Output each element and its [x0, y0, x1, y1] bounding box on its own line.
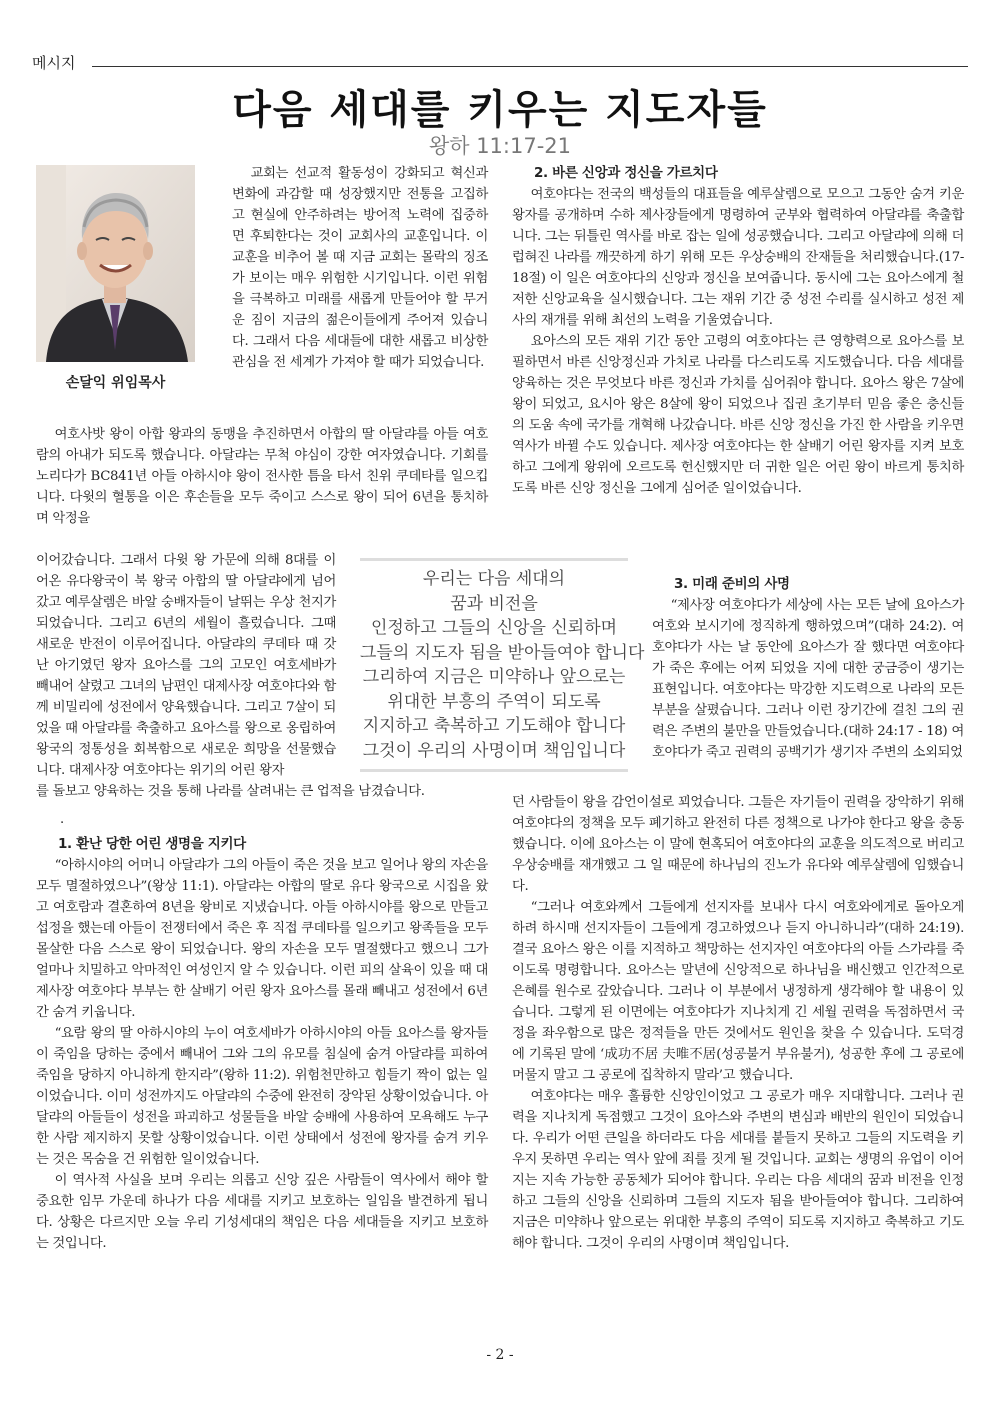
body-paragraph-cont: 던 사람들이 왕을 감언이설로 꾀었습니다. 그들은 자기들이 권력을 장악하기 위해 여호야다의 정책을 모두 폐기하고 완전히 다른 정책으로 나가야 한다고 왕을 충동했습니다. 이에 요아스는 이 말에 현혹되어 여호야다의 교훈을 의도적으로 버리고 우상숭배를 재개했고 그 일 때문에 하나님의 진노가 유다와 예루살렘에 임했습니다.	[512, 795, 964, 894]
page-title: 다음 세대를 키우는 지도자들	[232, 87, 768, 133]
section-3	[652, 574, 964, 763]
intro-paragraph: 여호사밧 왕이 아합 왕과의 동맹을 추진하면서 아합의 딸 아달랴를 아들 여호람의 아내가 되도록 했습니다. 아달랴는 무척 야심이 강한 여자였습니다. 기회를 노리다가 BC841년 아들 아하시야 왕이 전사한 틈을 타서 친위 쿠데타를 일으킵니다. 다윗의 혈통을 이은 후손들을 모두 죽이고 스스로 왕이 되어 6년을 통치하며 악정을	[36, 427, 488, 526]
intro-paragraph-cont: 이어갔습니다. 그래서 다윗 왕 가문에 의해 8대를 이어온 유다왕국이 북 왕국 아합의 딸 아달랴에게 넘어갔고 예루살렘은 바알 숭배자들이 날뛰는 우상 천지가 되었습니다. 그리고 6년의 세월이 흘렀습니다. 그때 새로운 반전이 이루어집니다. 아달랴의 쿠데타 때 갓난 아기였던 왕자 요아스를 그의 고모인 여호세바가 빼내어 살렸고 그녀의 남편인 대제사장 여호야다와 함께 비밀리에 성전에서 양육했습니다. 그리고 7살이 되었을 때 아달랴를 축출하고 요아스를 왕으로 옹립하여 왕국의 정통성을 회복함으로 새로운 희망을 선물했습니다. 대제사장 여호야다는 위기의 어린 왕자	[36, 553, 336, 778]
intro-block-2	[36, 424, 488, 529]
intro-block-3	[36, 550, 336, 781]
section-heading: 2. 바른 신앙과 정신을 가르치다	[534, 165, 718, 181]
body-paragraph: 요아스의 모든 재위 기간 동안 고령의 여호야다는 큰 영향력으로 요아스를 보필하면서 바른 신앙정신과 가치로 나라를 다스리도록 지도했습니다. 다음 세대를 양육하는 것은 무엇보다 바른 정신과 가치를 심어줘야 합니다. 요아스 왕은 7살에 왕이 되었고, 요시아 왕은 8살에 왕이 되었으나 집권 초기부터 믿음 좋은 충신들의 도움 속에 국가를 개혁해 나갔습니다. 바른 신앙 정신을 가진 한 사람을 키우면 역사가 바뀔 수도 있습니다. 제사장 여호야다는 한 살배기 어린 왕자를 지켜 보호하고 그에게 왕위에 오르도록 헌신했지만 더 귀한 일은 어린 왕이 바르게 통치하도록 바른 신앙 정신을 그에게 심어준 일이었습니다.	[512, 334, 964, 496]
scripture-reference: 왕하 11:17-21	[428, 134, 572, 158]
section-label: 메시지	[32, 54, 76, 72]
section-1	[36, 834, 488, 1254]
pull-quote-line: 꿈과 비전을	[450, 593, 538, 614]
pull-quote-line: 우리는 다음 세대의	[422, 569, 566, 589]
author-caption: 손달익 위임목사	[65, 375, 166, 391]
author-photo	[36, 165, 195, 362]
intro-block-4	[36, 781, 488, 802]
pull-quote-line: 그리하여 지금은 미약하나 앞으로는	[362, 667, 626, 687]
intro-paragraph: 교회는 선교적 활동성이 강화되고 혁신과 변화에 과감할 때 성장했지만 전통을 고집하고 현실에 안주하려는 방어적 노력에 집중하면 후퇴한다는 것이 교회사의 교훈입니다. 이 교훈을 비추어 볼 때 지금 교회는 몰락의 징조가 보이는 매우 위험한 시기입니다. 이런 위험을 극복하고 미래를 새롭게 만들어야 할 무거운 짐이 지금의 젊은이들에게 주어져 있습니다. 그래서 다음 세대들에 대한 새롭고 비상한 관심을 전 세계가 가져야 할 때가 되었습니다.	[232, 166, 488, 370]
section-2	[512, 163, 964, 499]
pull-quote-line: 위대한 부흥의 주역이 되도록	[387, 691, 601, 712]
body-paragraph: 이 역사적 사실을 보며 우리는 의롭고 신앙 깊은 사람들이 역사에서 해야 할 중요한 임무 가운데 하나가 다음 세대를 지키고 보호하는 일임을 발견하게 됩니다. 상황은 다르지만 오늘 우리 기성세대의 책임은 다음 세대들을 지키고 보호하는 것입니다.	[36, 1173, 488, 1251]
body-paragraph: “그러나 여호와께서 그들에게 선지자를 보내사 다시 여호와에게로 돌아오게 하려 하시매 선지자들이 그들에게 경고하였으나 듣지 아니하니라”(대하 24:19). 결국 요아스 왕은 이를 지적하고 책망하는 선지자인 여호야다의 아들 스가랴를 죽이도록 명령합니다. 요아스는 말년에 신앙적으로 하나님을 배신했고 인간적으로 은혜를 원수로 갚았습니다. 그러나 이 부분에서 냉정하게 생각해야 할 내용이 있습니다. 그렇게 된 이면에는 여호야다가 지나치게 긴 세월 권력을 독점하면서 국정을 좌우함으로 많은 정적들을 만든 것에서도 원인을 찾을 수 있습니다. 도덕경에 기록된 말에 ‘成功不居 夫唯不居(성공불거 부유불거), 성공한 후에 그 공로에 머물지 말고 그 공로에 집착하지 말라’고 했습니다.	[512, 900, 964, 1083]
body-paragraph: “아하시야의 어머니 아달랴가 그의 아들이 죽은 것을 보고 일어나 왕의 자손을 모두 멸절하였으나”(왕상 11:1). 아달랴는 아합의 딸로 유다 왕국으로 시집을 왔고 여호람과 결혼하여 8년을 왕비로 지냈습니다. 아들 아하시야를 왕으로 만들고 섭정을 했는데 아들이 전쟁터에서 죽은 후 직접 쿠데타를 일으키고 왕족들을 모두 몰살한 다음 스스로 왕이 되었습니다. 왕의 자손을 모두 멸절했다고 했으니 그가 얼마나 치밀하고 악마적인 여성인지 알 수 있습니다. 이런 피의 살육이 있을 때 대제사장 여호야다 부부는 한 살배기 어린 왕자 요아스를 몰래 빼내고 성전에서 6년간 숨겨 키웁니다.	[36, 858, 488, 1020]
pull-quote-line: 지지하고 축복하고 기도해야 합니다	[362, 716, 626, 736]
pull-quote-line: 인정하고 그들의 신앙을 신뢰하며	[370, 618, 618, 638]
body-paragraph: 여호야다는 매우 훌륭한 신앙인이었고 그 공로가 매우 지대합니다. 그러나 권력을 지나치게 독점했고 그것이 요아스와 주변의 변심과 배반의 원인이 되었습니다. 우리가 어떤 큰일을 하더라도 다음 세대를 붙들지 못하고 그들의 지도력을 키우지 못하면 우리는 역사 앞에 죄를 짓게 될 것입니다. 교회는 생명의 유업이 이어지는 지속 가능한 공동체가 되어야 합니다. 우리는 다음 세대의 꿈과 비전을 인정하고 그들의 신앙을 신뢰하며 그들의 지도자 됨을 받아들여야 합니다. 그리하여 지금은 미약하나 앞으로는 위대한 부흥의 주역이 되도록 지지하고 축복하고 기도해야 합니다. 그것이 우리의 사명이며 책임입니다.	[512, 1089, 964, 1251]
body-paragraph: “제사장 여호야다가 세상에 사는 모든 날에 요아스가 여호와 보시기에 정직하게 행하였으며”(대하 24:2). 여호야다가 사는 날 동안에 요아스가 잘 했다면 여호야다가 죽은 후에는 어찌 되었을 지에 대한 궁금증이 생기는 표현입니다. 여호야다는 막강한 지도력으로 나라의 모든 부분을 살폈습니다. 그러나 이런 장기간에 걸친 그의 권력은 주변의 불만을 만들었습니다.(대하 24:17 - 18) 여호야다가 죽고 권력의 공백기가 생기자 주변의 소외되었	[652, 598, 964, 760]
page-number: - 2 -	[486, 1347, 514, 1363]
pull-quote	[360, 558, 645, 772]
separator-dot: .	[60, 812, 65, 827]
header-rule	[92, 66, 968, 67]
intro-paragraph-cont: 를 돌보고 양육하는 것을 통해 나라를 살려내는 큰 업적을 남겼습니다.	[36, 784, 425, 799]
body-paragraph: 여호야다는 전국의 백성들의 대표들을 예루살렘으로 모으고 그동안 숨겨 키운 왕자를 공개하며 수하 제사장들에게 명령하여 군부와 협력하여 아달랴를 축출합니다. 그는 뒤틀린 역사를 바로 잡는 일에 성공했습니다. 그리고 아달랴에 의해 더럽혀진 나라를 깨끗하게 하기 위해 모든 우상숭배의 잔재들을 처리했습니다.(17-18절) 이 일은 여호야다의 신앙과 정신을 보여줍니다. 동시에 그는 요아스에게 철저한 신앙교육을 실시했습니다. 그는 재위 기간 중 성전 수리를 실시하고 성전 제사의 재개를 위해 최선의 노력을 기울였습니다.	[512, 187, 964, 328]
section-3-cont	[512, 792, 964, 1254]
intro-block	[232, 163, 488, 373]
pull-quote-line: 그것이 우리의 사명이며 책임입니다	[362, 740, 626, 761]
section-heading: 3. 미래 준비의 사명	[674, 576, 790, 592]
section-heading: 1. 환난 당한 어린 생명을 지키다	[58, 836, 246, 852]
pull-quote-line: 그들의 지도자 됨을 받아들여야 합니다	[360, 642, 645, 663]
body-paragraph: “요람 왕의 딸 아하시야의 누이 여호세바가 아하시야의 아들 요아스를 왕자들이 죽임을 당하는 중에서 빼내어 그와 그의 유모를 침실에 숨겨 아달랴를 피하여 죽임을 당하지 아니하게 한지라”(왕하 11:2). 위험천만하고 힘들기 짝이 없는 일이었습니다. 이미 성전까지도 아달랴의 수중에 완전히 장악된 상황이었습니다. 아달랴의 아들들이 성전을 파괴하고 성물들을 바알 숭배에 사용하여 모욕해도 누구 한 사람 제지하지 못할 상황이었습니다. 이런 상태에서 성전에 왕자를 숨겨 키우는 것은 목숨을 건 위험한 일이었습니다.	[36, 1026, 488, 1167]
